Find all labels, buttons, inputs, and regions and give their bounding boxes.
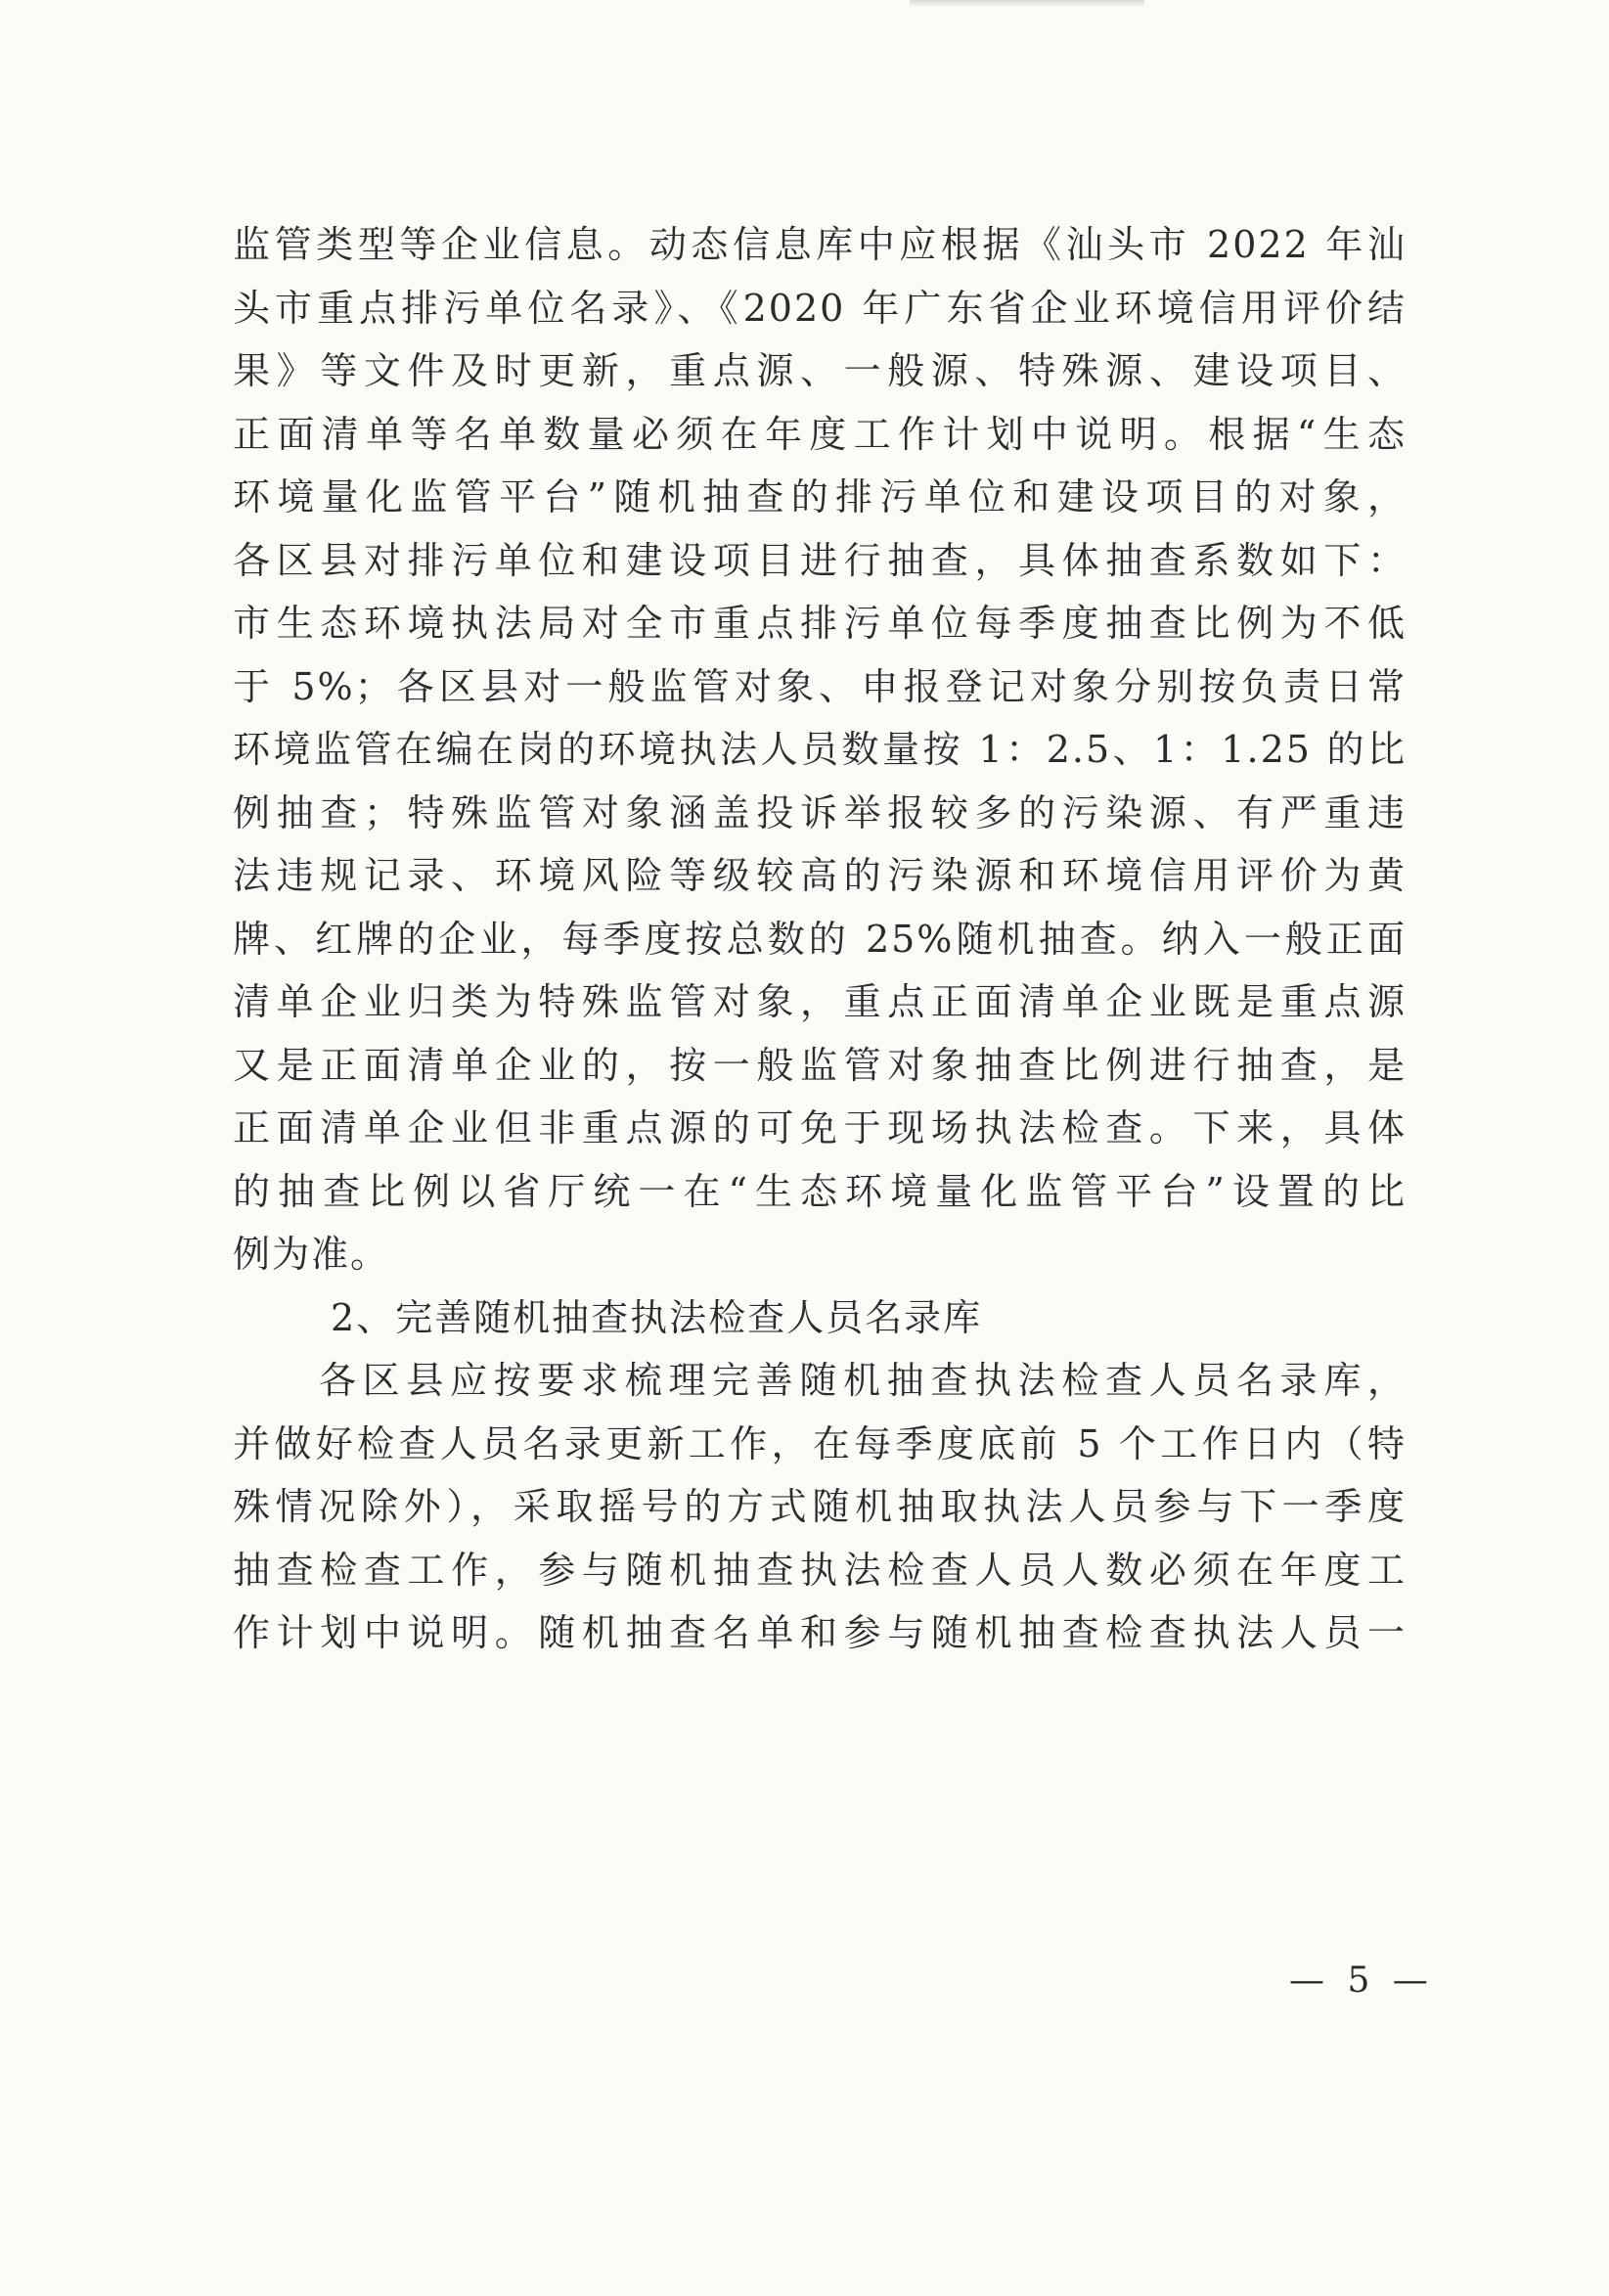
page-number: — 5 — bbox=[1289, 1960, 1434, 2001]
paragraph-line: 并做好检查人员名录更新工作，在每季度底前 5 个工作日内（特 bbox=[233, 1421, 1407, 1465]
paragraph-line: 正面清单等名单数量必须在年度工作计划中说明。根据“生态 bbox=[233, 412, 1407, 456]
paragraph-line: 例为准。 bbox=[233, 1233, 390, 1276]
paragraph-line: 环境监管在编在岗的环境执法人员数量按 1：2.5、1：1.25 的比 bbox=[233, 728, 1407, 771]
paragraph-line: 果》等文件及时更新，重点源、一般源、特殊源、建设项目、 bbox=[233, 349, 1407, 392]
paragraph-line: 殊情况除外），采取摇号的方式随机抽取执法人员参与下一季度 bbox=[233, 1485, 1407, 1528]
paragraph-line: 市生态环境执法局对全市重点排污单位每季度抽查比例为不低 bbox=[233, 602, 1407, 645]
paragraph-line: 的抽查比例以省厅统一在“生态环境量化监管平台”设置的比 bbox=[233, 1169, 1407, 1213]
paragraph-line: 于 5%；各区县对一般监管对象、申报登记对象分别按负责日常 bbox=[233, 664, 1407, 708]
scan-artifact bbox=[910, 0, 1144, 8]
paragraph-line: 正面清单企业但非重点源的可免于现场执法检查。下来，具体 bbox=[233, 1106, 1407, 1149]
paragraph-line: 牌、红牌的企业，每季度按总数的 25%随机抽查。纳入一般正面 bbox=[233, 917, 1407, 961]
paragraph-line: 头市重点排污单位名录》、《2020 年广东省企业环境信用评价结 bbox=[233, 286, 1407, 330]
section-heading: 2、完善随机抽查执法检查人员名录库 bbox=[331, 1295, 983, 1339]
paragraph-line: 环境量化监管平台”随机抽查的排污单位和建设项目的对象， bbox=[233, 475, 1407, 518]
paragraph-line: 作计划中说明。随机抽查名单和参与随机抽查检查执法人员一 bbox=[233, 1611, 1407, 1654]
paragraph-line: 例抽查；特殊监管对象涵盖投诉举报较多的污染源、有严重违 bbox=[233, 790, 1407, 834]
paragraph-line: 又是正面清单企业的，按一般监管对象抽查比例进行抽查，是 bbox=[233, 1043, 1407, 1087]
body-text bbox=[233, 213, 1407, 1665]
paragraph-line: 清单企业归类为特殊监管对象，重点正面清单企业既是重点源 bbox=[233, 980, 1407, 1023]
paragraph-line: 抽查检查工作，参与随机抽查执法检查人员人数必须在年度工 bbox=[233, 1548, 1407, 1592]
paragraph-line: 各区县应按要求梳理完善随机抽查执法检查人员名录库， bbox=[319, 1359, 1407, 1402]
paragraph-line: 监管类型等企业信息。动态信息库中应根据《汕头市 2022 年汕 bbox=[233, 223, 1407, 266]
paragraph-line: 各区县对排污单位和建设项目进行抽查，具体抽查系数如下： bbox=[233, 538, 1407, 582]
paragraph-line: 法违规记录、环境风险等级较高的污染源和环境信用评价为黄 bbox=[233, 854, 1407, 897]
